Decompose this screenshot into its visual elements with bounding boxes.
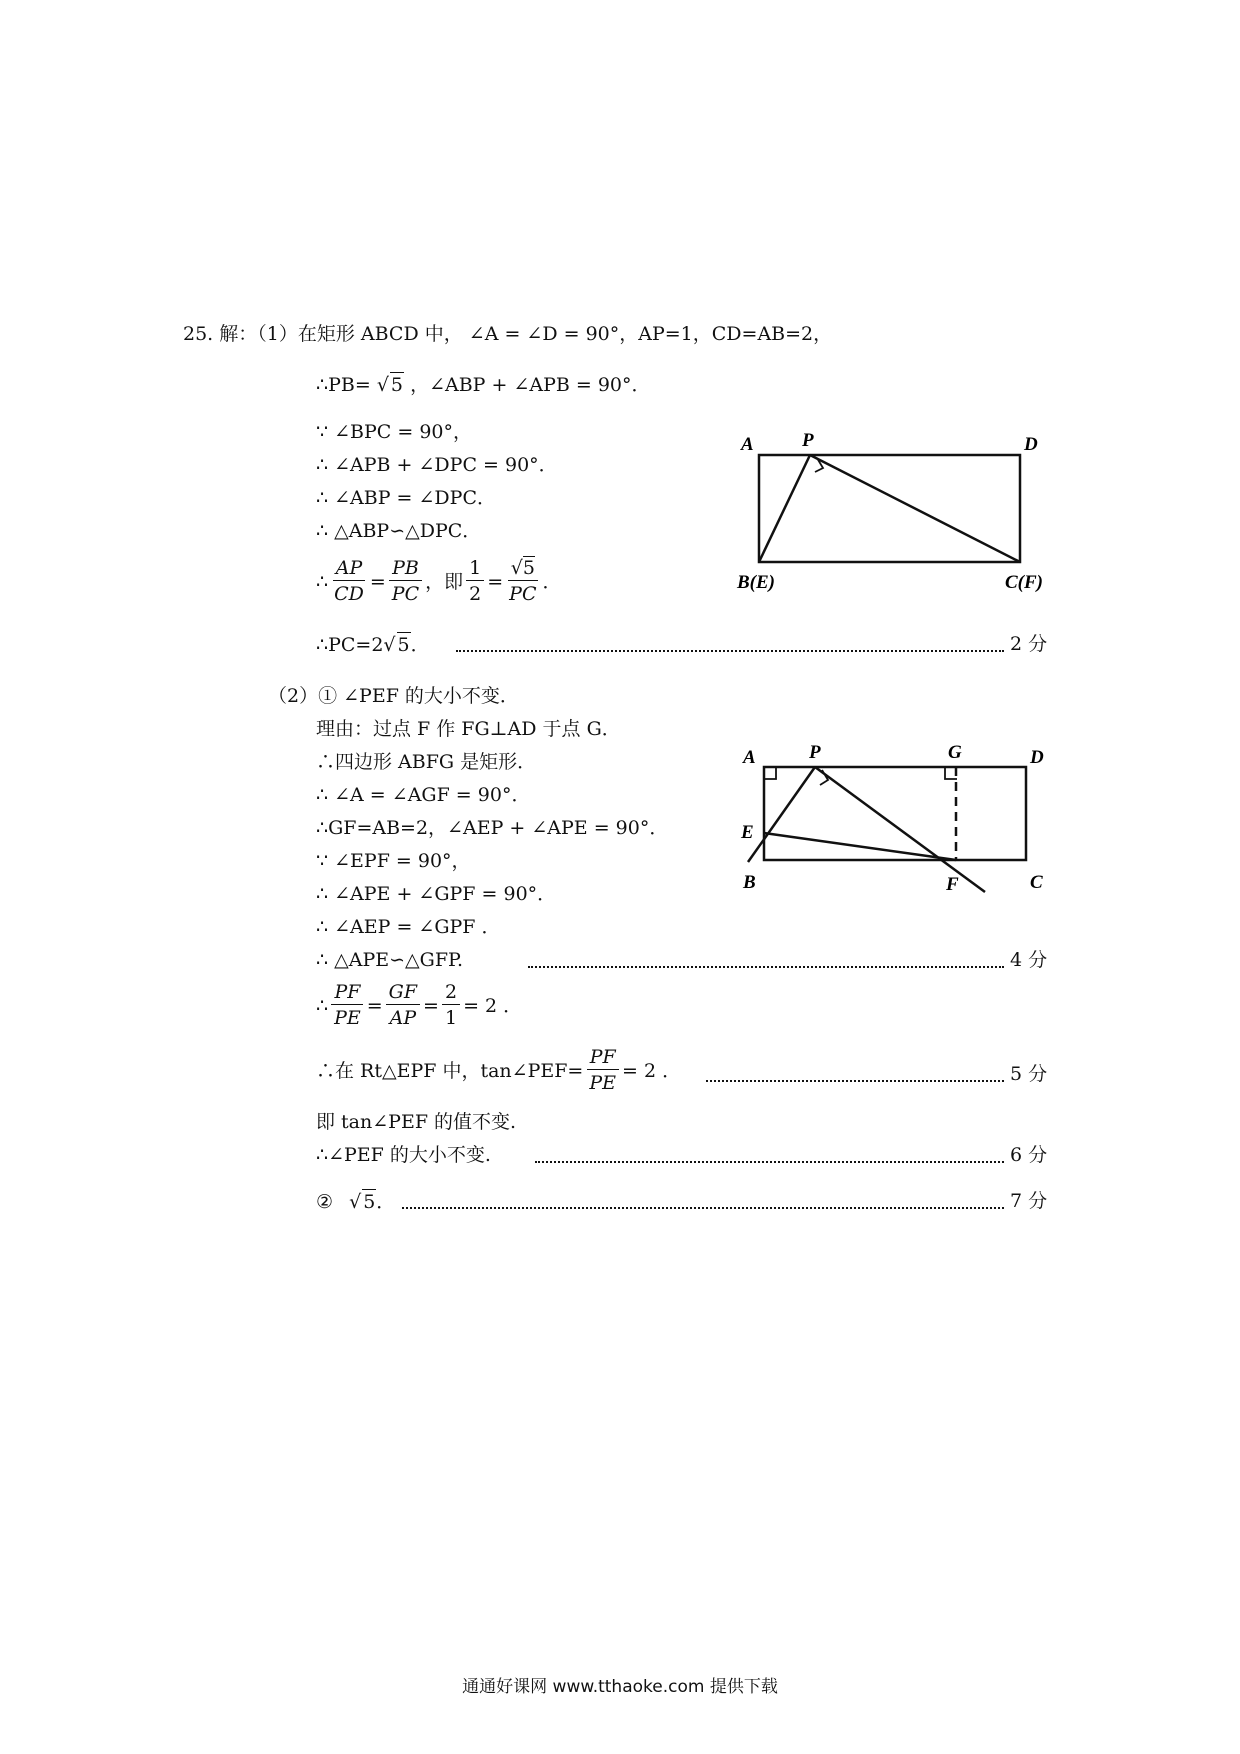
fig1-label-c: C(F) [1005, 572, 1043, 593]
fig1-label-d: D [1024, 434, 1038, 455]
epf-line: ∵ ∠EPF = 90°， [316, 850, 471, 872]
fig2-line-ep [748, 767, 815, 862]
part2-header: （2）① ∠PEF 的大小不变． [268, 685, 519, 707]
angles-line: ∴ ∠A = ∠AGF = 90°． [316, 784, 531, 806]
dots-7 [402, 1207, 1004, 1209]
part1-header: 25. 解：（1）在矩形 ABCD 中， ∠A = ∠D = 90°，AP=1，CD=AB=2， [183, 323, 833, 345]
tan-line: ∴在 Rt△EPF 中，tan∠PEF= $\frac{PF}{PE}$ = 2 ． [316, 1046, 682, 1094]
rect-line: ∴四边形 ABFG 是矩形． [316, 751, 537, 773]
fig1-label-a: A [741, 434, 754, 455]
fig1-line-pc [810, 455, 1020, 562]
apb-dpc-line: ∴ ∠APB + ∠DPC = 90°． [316, 454, 558, 476]
fig1-line-bp [759, 455, 810, 562]
aep-gpf-line: ∴ ∠AEP = ∠GPF ． [316, 916, 501, 938]
dots-2 [456, 650, 1004, 652]
figure-1 [735, 425, 1055, 605]
fig2-label-a: A [743, 747, 756, 768]
ape-gpf-line: ∴ ∠APE + ∠GPF = 90°． [316, 883, 557, 905]
score-5: 5 分 [1010, 1063, 1048, 1085]
fig1-rectangle [759, 455, 1020, 562]
ratio-line-2: ∴ $\frac{PF}{PE}$ = $\frac{GF}{AP}$ = $\frac{2}{1}$ = 2 ． [316, 981, 523, 1029]
tan-const-line: 即 tan∠PEF 的值不变. [316, 1111, 517, 1133]
fig2-line-ef [764, 833, 956, 860]
fig1-label-p: P [802, 430, 814, 451]
abp-eq-line: ∴ ∠ABP = ∠DPC． [316, 487, 496, 509]
fig2-right-angle-a [764, 767, 776, 779]
footer-credit: 通通好课网 www.tthaoke.com 提供下载 [462, 1677, 778, 1697]
score-6: 6 分 [1010, 1144, 1048, 1166]
score-7: 7 分 [1010, 1190, 1048, 1212]
fig2-label-f: F [946, 874, 959, 895]
dots-6 [535, 1161, 1004, 1163]
fig2-label-p: P [809, 742, 821, 763]
similar-line-2: ∴ △APE∽△GFP. [316, 949, 463, 971]
fig2-label-d: D [1030, 747, 1044, 768]
gf-line: ∴GF=AB=2，∠AEP + ∠APE = 90°． [316, 817, 669, 839]
fig2-label-e: E [741, 822, 754, 843]
fig2-label-g: G [948, 742, 962, 763]
ratio-line-1: ∴ $\frac{AP}{CD}$ = $\frac{PB}{PC}$ ，即 $\frac{1}{2}$ = $\frac{√5}{PC}$ ． [316, 557, 562, 605]
similar-line-1: ∴ △ABP∽△DPC． [316, 520, 482, 542]
fig2-label-b: B [743, 872, 756, 893]
bpc-line: ∵ ∠BPC = 90°， [316, 421, 473, 443]
fig1-label-b: B(E) [737, 572, 775, 593]
score-2: 2 分 [1010, 633, 1048, 655]
figure-2 [735, 735, 1065, 895]
score-4: 4 分 [1010, 949, 1048, 971]
pef-const-line: ∴∠PEF 的大小不变. [316, 1144, 491, 1166]
fig2-line-pf [815, 767, 985, 892]
pb-line: ∴PB= √ 5 ，∠ABP + ∠APB = 90°． [316, 374, 651, 396]
ans2-line: ② √ 5． [316, 1191, 396, 1213]
dots-4 [528, 966, 1004, 968]
fig2-rectangle [764, 767, 1026, 860]
fig2-label-c: C [1030, 872, 1043, 893]
dots-5 [706, 1080, 1004, 1082]
reason-line: 理由：过点 F 作 FG⊥AD 于点 G． [316, 718, 621, 740]
pc-line: ∴PC=2√ 5． [316, 634, 430, 656]
